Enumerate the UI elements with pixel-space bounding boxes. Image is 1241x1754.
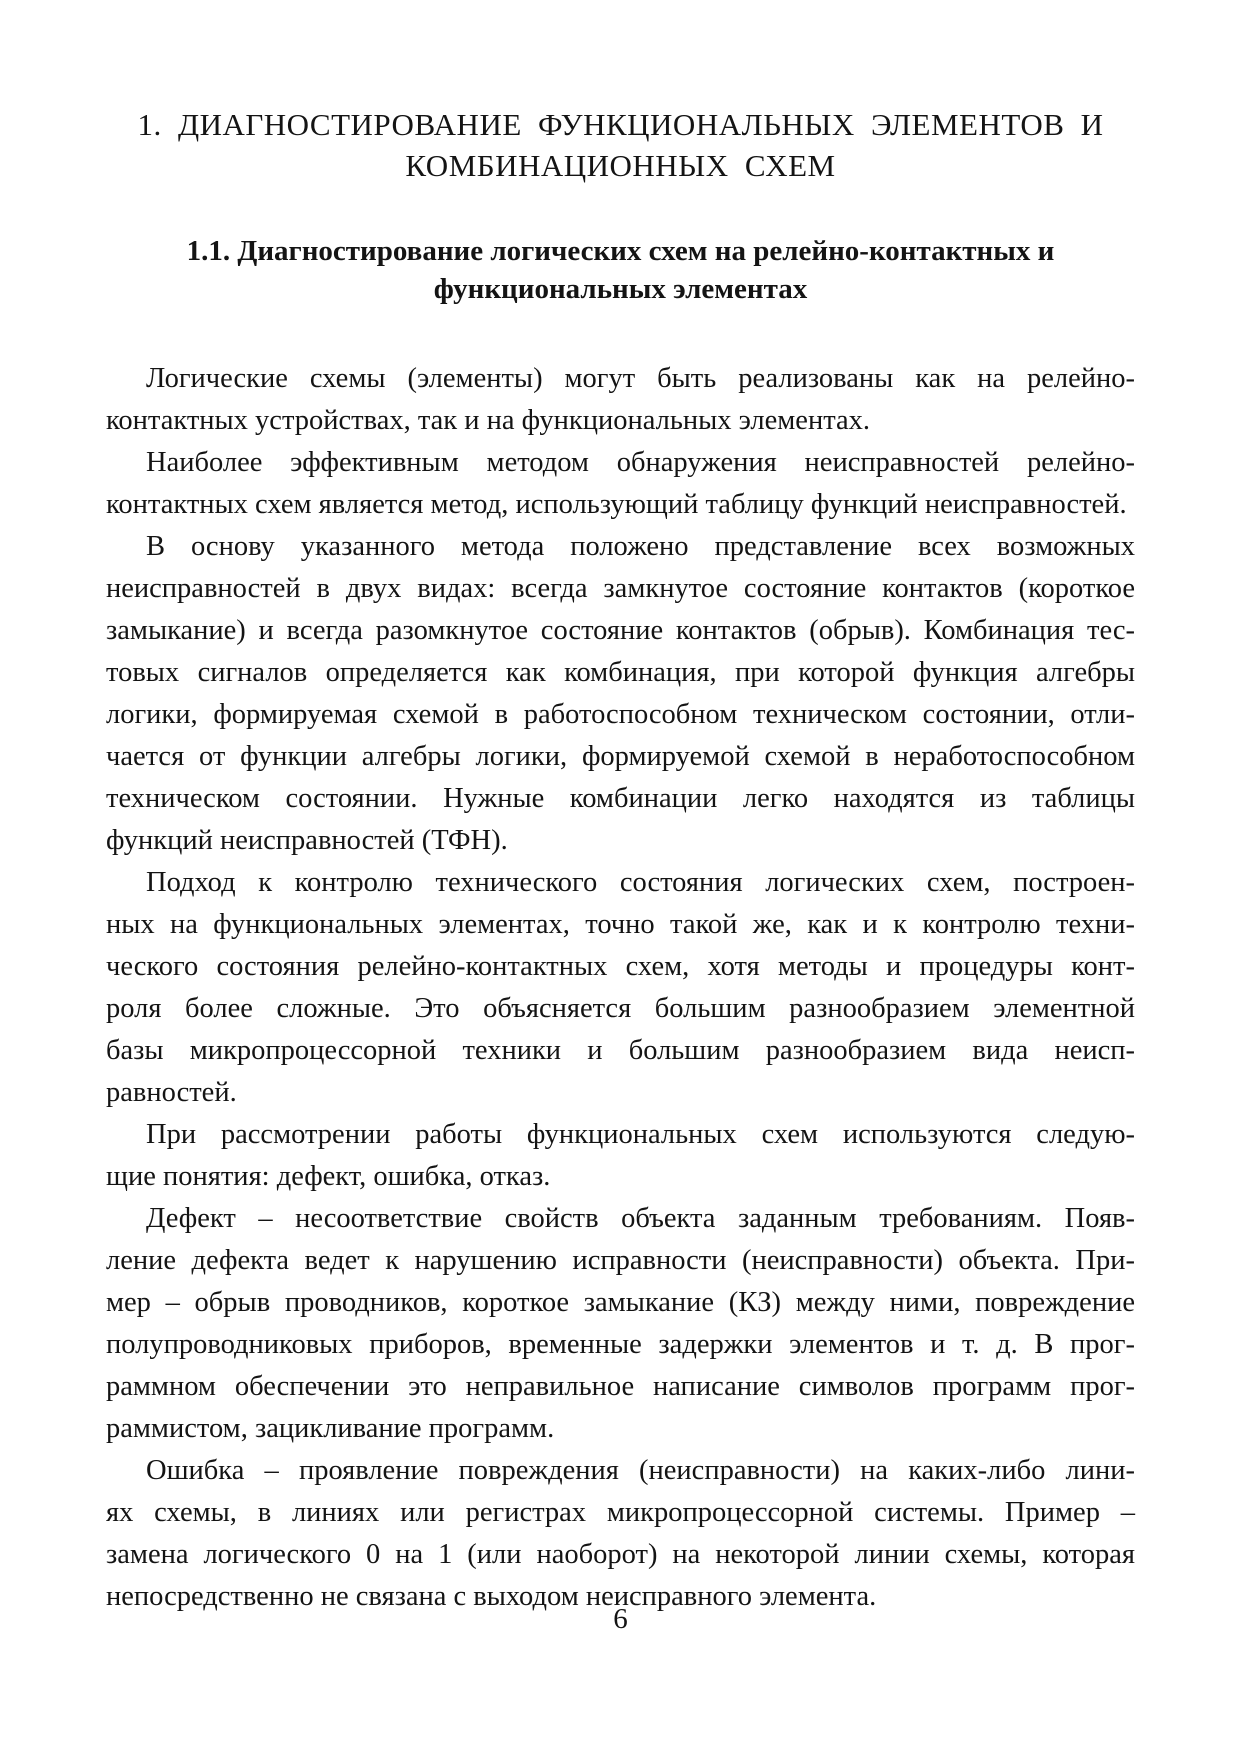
paragraph-line: равностей. (106, 1077, 237, 1108)
paragraph-line: неисправностей в двух видах: всегда замкнутое состояние контактов (короткое (106, 573, 1135, 604)
paragraph-line: ление дефекта ведет к нарушению исправности (неисправности) объекта. При- (106, 1245, 1135, 1276)
chapter-heading-line-2: КОМБИНАЦИОННЫХ СХЕМ (405, 148, 836, 183)
paragraph-line: роля более сложные. Это объясняется большим разнообразием элементной (106, 993, 1135, 1024)
paragraph (106, 1114, 1135, 1198)
paragraph-line: чается от функции алгебры логики, формируемой схемой в неработоспособном (106, 741, 1135, 772)
paragraph-line: При рассмотрении работы функциональных схем используются следую- (146, 1119, 1135, 1150)
paragraph-line: техническом состоянии. Нужные комбинации легко находятся из таблицы (106, 783, 1135, 814)
paragraph (106, 526, 1135, 862)
paragraph (106, 1450, 1135, 1618)
paragraph-line: замыкание) и всегда разомкнутое состояние контактов (обрыв). Комбинация тес- (106, 615, 1135, 646)
body-text (106, 358, 1135, 1618)
chapter-heading-line-1: 1. ДИАГНОСТИРОВАНИЕ ФУНКЦИОНАЛЬНЫХ ЭЛЕМЕНТОВ И (137, 107, 1104, 142)
paragraph-line: раммистом, зацикливание программ. (106, 1413, 555, 1444)
paragraph-line: замена логического 0 на 1 (или наоборот) на некоторой линии схемы, которая (106, 1539, 1135, 1570)
paragraph-line: контактных устройствах, так и на функциональных элементах. (106, 405, 871, 436)
paragraph (106, 1198, 1135, 1450)
paragraph (106, 442, 1135, 526)
section-heading-line-2: функциональных элементах (433, 273, 808, 305)
paragraph-line: Наиболее эффективным методом обнаружения неисправностей релейно- (146, 447, 1135, 478)
paragraph-line: непосредственно не связана с выходом неисправного элемента. (106, 1581, 877, 1612)
chapter-heading (106, 104, 1135, 186)
paragraph-line: ных на функциональных элементах, точно такой же, как и к контролю техни- (106, 909, 1135, 940)
paragraph-line: ческого состояния релейно-контактных схем, хотя методы и процедуры конт- (106, 951, 1135, 982)
paragraph-line: Логические схемы (элементы) могут быть реализованы как на релейно- (146, 363, 1135, 394)
paragraph-line: базы микропроцессорной техники и большим разнообразием вида неисп- (106, 1035, 1135, 1066)
text-block (106, 0, 1135, 1618)
section-heading (106, 232, 1135, 308)
paragraph-line: Дефект – несоответствие свойств объекта заданным требованиям. Появ- (146, 1203, 1135, 1234)
paragraph-line: функций неисправностей (ТФН). (106, 825, 508, 856)
paragraph-line: полупроводниковых приборов, временные задержки элементов и т. д. В прог- (106, 1329, 1135, 1360)
paragraph-line: ях схемы, в линиях или регистрах микропроцессорной системы. Пример – (106, 1497, 1135, 1528)
paragraph-line: Ошибка – проявление повреждения (неисправности) на каких-либо лини- (146, 1455, 1135, 1486)
paragraph-line: товых сигналов определяется как комбинация, при которой функция алгебры (106, 657, 1135, 688)
paragraph-line: логики, формируемая схемой в работоспособном техническом состоянии, отли- (106, 699, 1135, 730)
paragraph-line: В основу указанного метода положено представление всех возможных (146, 531, 1135, 562)
paragraph-line: Подход к контролю технического состояния логических схем, построен- (146, 867, 1135, 898)
paragraph-line: раммном обеспечении это неправильное написание символов программ прог- (106, 1371, 1135, 1402)
paragraph (106, 862, 1135, 1114)
paragraph-line: контактных схем является метод, использующий таблицу функций неисправностей. (106, 489, 1127, 520)
paragraph-line: мер – обрыв проводников, короткое замыкание (КЗ) между ними, повреждение (106, 1287, 1135, 1318)
paragraph (106, 358, 1135, 442)
page-number: 6 (613, 1603, 628, 1635)
section-heading-line-1: 1.1. Диагностирование логических схем на релейно-контактных и (186, 235, 1055, 267)
paragraph-line: щие понятия: дефект, ошибка, отказ. (106, 1161, 551, 1192)
